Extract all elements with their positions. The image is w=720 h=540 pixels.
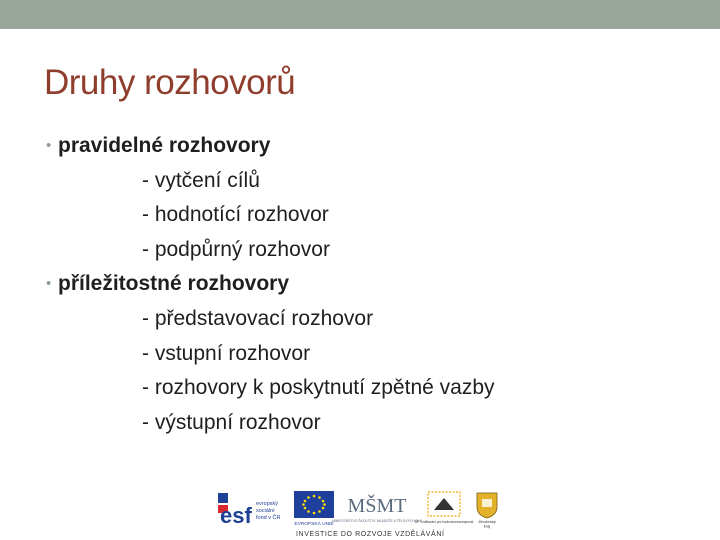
footer-logos bbox=[216, 488, 506, 528]
bullet-label: příležitostné rozhovory bbox=[58, 272, 290, 296]
sub-item: - rozhovory k poskytnutí zpětné vazby bbox=[142, 376, 495, 400]
sub-item: - vstupní rozhovor bbox=[142, 341, 311, 365]
bullet-dot-icon: • bbox=[46, 275, 52, 293]
sub-item: - vytčení cílů bbox=[142, 168, 260, 192]
top-band bbox=[0, 0, 720, 29]
slide-content bbox=[46, 129, 686, 440]
svg-text:sociální: sociální bbox=[256, 508, 275, 514]
svg-text:evropský: evropský bbox=[256, 501, 279, 507]
svg-text:Jihočeský: Jihočeský bbox=[478, 519, 496, 524]
bullet-dot-icon: • bbox=[46, 137, 52, 154]
bullet-label: pravidelné rozhovory bbox=[58, 134, 271, 157]
region-crest-logo-icon bbox=[470, 491, 504, 528]
sub-item: - hodnotící rozhovor bbox=[142, 203, 329, 227]
msmt-logo-icon bbox=[332, 488, 422, 528]
svg-text:kraj: kraj bbox=[483, 523, 491, 529]
esf-logo-icon bbox=[216, 491, 288, 527]
svg-text:MINISTERSTVO ŠKOLSTVÍ, MLÁDEŽE: MINISTERSTVO ŠKOLSTVÍ, MLÁDEŽE A TĚLOVÝCHOVY bbox=[332, 519, 422, 523]
footer-caption: INVESTICE DO ROZVOJE VZDĚLÁVÁNÍ bbox=[296, 531, 445, 538]
bullet-item bbox=[46, 267, 686, 302]
sub-item: - podpůrný rozhovor bbox=[142, 237, 330, 261]
op-logo-icon bbox=[414, 490, 474, 528]
bullet-item bbox=[46, 129, 686, 164]
eu-flag-logo-icon bbox=[292, 491, 336, 527]
svg-text:EVROPSKÁ UNIE: EVROPSKÁ UNIE bbox=[294, 522, 334, 527]
slide-title: Druhy rozhovorů bbox=[44, 63, 296, 102]
svg-text:OP Vzdělávání pro konkurencesc: OP Vzdělávání pro konkurenceschopnost bbox=[414, 520, 474, 524]
svg-text:fond v ČR: fond v ČR bbox=[256, 515, 281, 521]
sub-item: - představovací rozhovor bbox=[142, 306, 374, 330]
svg-text:esf: esf bbox=[220, 503, 252, 528]
svg-text:MŠMT: MŠMT bbox=[347, 495, 407, 517]
sub-item: - výstupní rozhovor bbox=[142, 410, 321, 434]
